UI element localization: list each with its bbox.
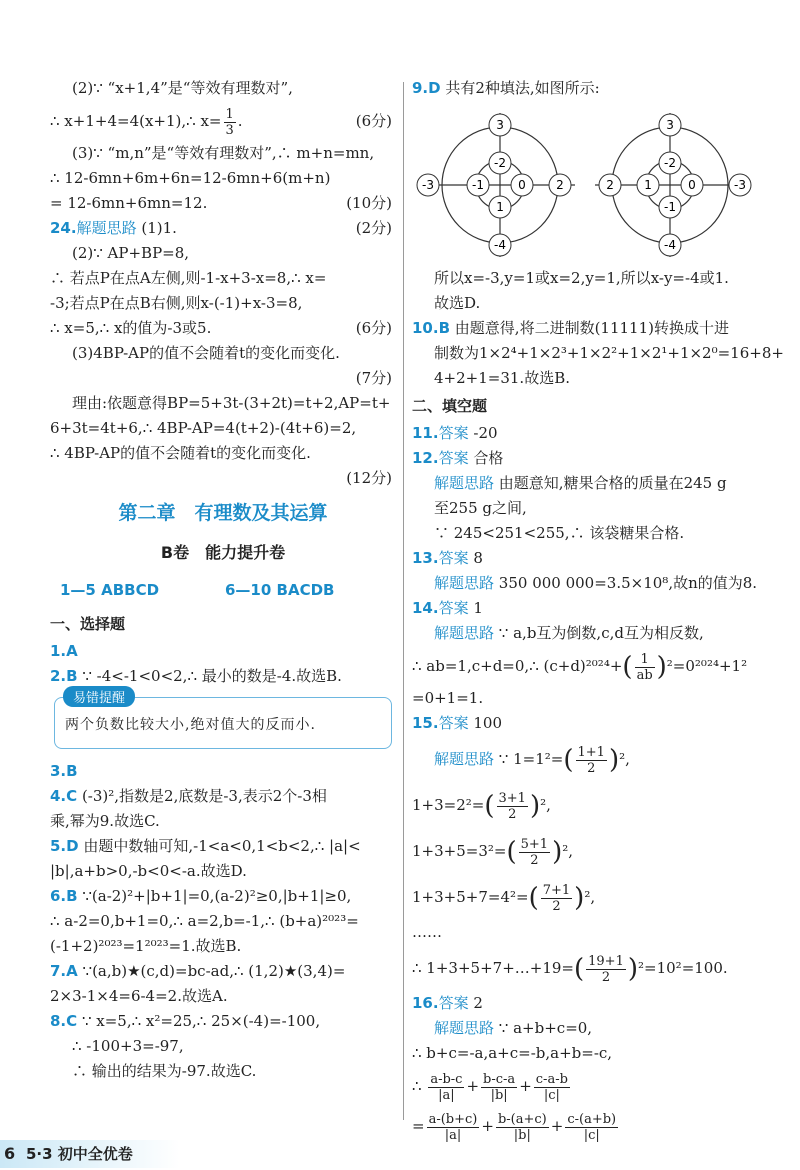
text-line: (2)∵ AP+BP=8, xyxy=(72,244,190,262)
score: (10分) xyxy=(346,194,392,212)
question-12: 12.答案 合格 xyxy=(412,449,504,467)
text-line: -3;若点P在点B右侧,则x-(-1)+x-3=8, xyxy=(50,294,303,312)
node-right xyxy=(549,174,571,196)
tip-label: 易错提醒 xyxy=(63,686,135,707)
node-center-left xyxy=(467,174,489,196)
svg-text:-2: -2 xyxy=(494,156,506,170)
text-line xyxy=(50,366,396,391)
text-line: 至255 g之间, xyxy=(434,499,527,517)
question-13: 13.答案 8 xyxy=(412,549,483,567)
svg-text:-4: -4 xyxy=(494,238,506,252)
text-line: ∴ a-2=0,b+1=0,∴ a=2,b=-1,∴ (b+a)²⁰²³= xyxy=(50,912,359,930)
text-line: |b|,a+b>0,-b<0<-a.故选D. xyxy=(50,862,247,880)
svg-text:-1: -1 xyxy=(664,200,676,214)
svg-text:2: 2 xyxy=(556,178,564,192)
svg-text:-3: -3 xyxy=(422,178,434,192)
text-line: (2)∵ “x+1,4”是“等效有理数对”, xyxy=(72,79,293,97)
left-column xyxy=(50,76,396,1084)
question-9: 9.D 共有2种填法,如图所示: xyxy=(412,79,600,97)
text-line: 4+2+1=31.故选B. xyxy=(434,369,570,387)
question-24: 24.解题思路 (1)1. (2分) xyxy=(50,216,396,241)
question-11: 11.答案 -20 xyxy=(412,424,498,442)
formula-line: 1+3+5=3²=( $\frac{5+1}{2}$ )², xyxy=(412,836,573,868)
question-5: 5.D 由题中数轴可知,-1<a<0,1<b<2,∴ |a|< xyxy=(50,837,361,855)
text-line: 制数为1×2⁴+1×2³+1×2²+1×2¹+1×2⁰=16+8+ xyxy=(434,344,784,362)
text-line: ∴ 12-6mn+6m+6n=12-6mn+6(m+n) xyxy=(50,169,331,187)
diagram-1 xyxy=(417,113,575,257)
formula-line: ∴ 1+3+5+7+…+19=( $\frac{19+1}{2}$ )²=10²=100. xyxy=(412,953,728,985)
formula-line: 1+3+5+7=4²=( $\frac{7+1}{2}$ )², xyxy=(412,882,596,914)
svg-text:-2: -2 xyxy=(664,156,676,170)
text-line: 解题思路 ∵ a+b+c=0, xyxy=(434,1019,593,1037)
node-center-bottom xyxy=(659,196,681,218)
svg-text:1: 1 xyxy=(496,200,504,214)
formula-line: ∴ $\frac{a-b-c}{|a|}$ + $\frac{b-c-a}{|b|}$ + $\frac{c-a-b}{|c|}$ xyxy=(412,1071,568,1103)
text-line: ∴ b+c=-a,a+c=-b,a+b=-c, xyxy=(412,1044,613,1062)
node-center-left xyxy=(637,174,659,196)
volume-title: B卷 能力提升卷 xyxy=(160,543,286,562)
section-title: 一、选择题 xyxy=(50,615,126,633)
text-line: ∴ 输出的结果为-97.故选C. xyxy=(72,1062,257,1080)
text-line: 所以x=-3,y=1或x=2,y=1,所以x-y=-4或1. xyxy=(434,269,729,287)
text-line: ∴ 4BP-AP的值不会随着t的变化而变化. xyxy=(50,444,311,462)
text-line: ∴ x+1+4=4(x+1),∴ x= $\frac{1}{3}$ . (6分) xyxy=(50,101,396,141)
node-left xyxy=(417,174,439,196)
text-line: (3)4BP-AP的值不会随着t的变化而变化. xyxy=(72,344,340,362)
node-left xyxy=(599,174,621,196)
formula-line: 1+3=2²=( $\frac{3+1}{2}$ )², xyxy=(412,790,551,822)
node-top xyxy=(489,114,511,136)
node-center-right xyxy=(511,174,533,196)
svg-text:0: 0 xyxy=(688,178,696,192)
svg-text:-1: -1 xyxy=(472,178,484,192)
text-line: (-1+2)²⁰²³=1²⁰²³=1.故选B. xyxy=(50,937,242,955)
question-2: 2.B ∵ -4<-1<0<2,∴ 最小的数是-4.故选B. xyxy=(50,667,342,685)
diagram-row xyxy=(412,101,757,266)
question-15: 15.答案 100 xyxy=(412,714,503,732)
text-line: ∴ -100+3=-97, xyxy=(72,1037,184,1055)
question-6: 6.B ∵(a-2)²+|b+1|=0,(a-2)²≥0,|b+1|≥0, xyxy=(50,887,352,905)
text-line: 解题思路 350 000 000=3.5×10⁸,故n的值为8. xyxy=(434,574,758,592)
text-line: 故选D. xyxy=(434,294,481,312)
book-title: 5·3 初中全优卷 xyxy=(26,1145,133,1163)
node-top xyxy=(659,114,681,136)
text-line: ∵ 245<251<255,∴ 该袋糖果合格. xyxy=(434,524,685,542)
diagram-2 xyxy=(595,113,751,257)
score: (12分) xyxy=(346,469,392,487)
node-center-top xyxy=(489,152,511,174)
section-title: 二、填空题 xyxy=(412,397,488,415)
fraction: $\frac{1}{ab}$ xyxy=(636,651,653,683)
text-line: 理由:依题意得BP=5+3t-(3+2t)=t+2,AP=t+ xyxy=(72,394,391,412)
node-center-right xyxy=(681,174,703,196)
node-bottom xyxy=(489,234,511,256)
page-number: 6 xyxy=(4,1144,16,1163)
text-line: 解题思路 由题意知,糖果合格的质量在245 g xyxy=(434,474,727,492)
question-10: 10.B 由题意得,将二进制数(11111)转换成十进 xyxy=(412,319,729,337)
text-line: 6+3t=4t+6,∴ 4BP-AP=4(t+2)-(4t+6)=2, xyxy=(50,419,357,437)
question-3: 3.B xyxy=(50,762,78,780)
score: (6分) xyxy=(355,112,392,130)
svg-text:2: 2 xyxy=(606,178,614,192)
svg-text:1: 1 xyxy=(644,178,652,192)
tip-text: 两个负数比较大小,绝对值大的反而小. xyxy=(65,717,316,733)
question-1: 1.A xyxy=(50,642,78,660)
text-line: …… xyxy=(412,923,442,941)
node-center-top xyxy=(659,152,681,174)
tip-box xyxy=(54,691,392,749)
text-line: =0+1=1. xyxy=(412,689,484,707)
formula-line: 解题思路 ∵ 1=1²=( $\frac{1+1}{2}$ )², xyxy=(434,744,630,776)
formula-line: = $\frac{a-(b+c)}{|a|}$ + $\frac{b-(a+c)}{|b|}$ + $\frac{c-(a+b)}{|c|}$ xyxy=(412,1111,617,1143)
score: (7分) xyxy=(355,369,392,387)
text-line: (3)∵ “m,n”是“等效有理数对”,∴ m+n=mn, xyxy=(72,144,375,162)
text-line: ∴ 若点P在点A左侧,则-1-x+3-x=8,∴ x= xyxy=(50,269,327,287)
node-bottom xyxy=(659,234,681,256)
fraction: $\frac{1}{3}$ xyxy=(225,106,234,138)
svg-text:-4: -4 xyxy=(664,238,676,252)
question-14: 14.答案 1 xyxy=(412,599,483,617)
svg-text:3: 3 xyxy=(496,118,504,132)
text-line xyxy=(50,466,396,491)
text-line: 2×3-1×4=6-4=2.故选A. xyxy=(50,987,228,1005)
column-divider xyxy=(403,82,404,1120)
score: (2分) xyxy=(355,219,392,237)
svg-text:3: 3 xyxy=(666,118,674,132)
question-7: 7.A ∵(a,b)★(c,d)=bc-ad,∴ (1,2)★(3,4)= xyxy=(50,962,346,980)
right-column xyxy=(412,76,784,1146)
text-line: ∴ x=5,∴ x的值为-3或5. (6分) xyxy=(50,316,396,341)
solution-tag: 解题思路 xyxy=(76,219,137,237)
node-right xyxy=(729,174,751,196)
question-4: 4.C (-3)²,指数是2,底数是-3,表示2个-3相 xyxy=(50,787,327,805)
text-line: 解题思路 ∵ a,b互为倒数,c,d互为相反数, xyxy=(434,624,704,642)
score: (6分) xyxy=(355,319,392,337)
page-footer xyxy=(0,1134,800,1170)
question-16: 16.答案 2 xyxy=(412,994,483,1012)
svg-text:0: 0 xyxy=(518,178,526,192)
svg-text:-3: -3 xyxy=(734,178,746,192)
text-line: = 12-6mn+6mn=12. (10分) xyxy=(50,191,396,216)
circle-diagrams xyxy=(412,101,757,266)
answer-key: 1—5 ABBCD 6—10 BACDB xyxy=(60,581,335,599)
chapter-title: 第二章 有理数及其运算 xyxy=(118,502,328,524)
text-line: 乘,幂为9.故选C. xyxy=(50,812,160,830)
node-center-bottom xyxy=(489,196,511,218)
question-8: 8.C ∵ x=5,∴ x²=25,∴ 25×(-4)=-100, xyxy=(50,1012,321,1030)
text-line: ∴ ab=1,c+d=0,∴ (c+d)²⁰²⁴+( $\frac{1}{ab}$ )²=0²⁰²⁴+1² xyxy=(412,651,748,683)
